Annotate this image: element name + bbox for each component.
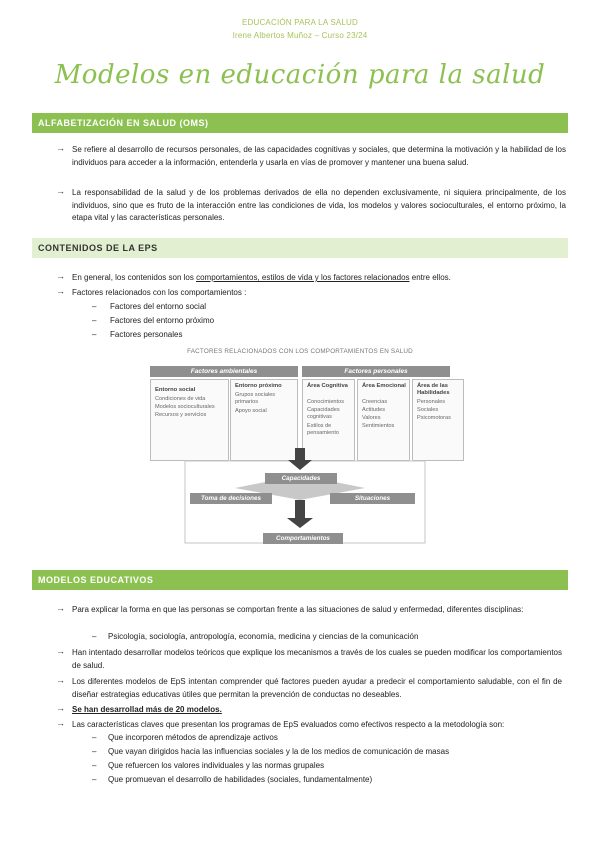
box-item: Conocimientos bbox=[307, 399, 344, 405]
section-heading-modelos: MODELOS EDUCATIVOS bbox=[32, 570, 568, 590]
modelos-b5-subitem: Que refuercen los valores individuales y las normas grupales bbox=[108, 761, 325, 770]
box-title: Entorno próximo bbox=[235, 383, 282, 389]
contenidos-subitem: Factores del entorno próximo bbox=[110, 316, 215, 325]
diagram-title: FACTORES RELACIONADOS CON LOS COMPORTAMIENTOS EN SALUD bbox=[187, 348, 413, 355]
author-header: Irene Albertos Muñoz – Curso 23/24 bbox=[232, 31, 368, 40]
diagram-header-personales: Factores personales bbox=[302, 366, 450, 377]
factors-diagram bbox=[150, 348, 450, 558]
box-item: Modelos socioculturales bbox=[155, 404, 215, 410]
modelos-b5-subitem: Que incorporen métodos de aprendizaje activos bbox=[108, 733, 278, 742]
diagram-flow-graphic bbox=[150, 348, 450, 558]
contenidos-subitem: Factores del entorno social bbox=[110, 302, 207, 311]
dash-bullet-icon: – bbox=[92, 302, 97, 311]
box-title: Entorno social bbox=[155, 387, 196, 393]
arrow-down-icon bbox=[287, 518, 313, 528]
diagram-header-ambientales: Factores ambientales bbox=[150, 366, 298, 377]
toma-decisiones-label: Toma de decisiones bbox=[190, 493, 272, 504]
modelos-bullet-5: Las características claves que presentan los programas de EpS evaluados como efectivos respecto a la metodología son: bbox=[72, 720, 505, 729]
contenidos-bullet-1 bbox=[72, 272, 566, 285]
alfabetizacion-bullet-1: Se refiere al desarrollo de recursos personales, de las capacidades cognitivas y sociales, que determina la motivación y la habilidad de los individuos para acceder a la información, entenderla y usarla en vías de promover y mantener una buena salud. bbox=[72, 145, 566, 167]
modelos-bullet-2: Han intentado desarrollar modelos teóricos que explique los mecanismos a través de los cuales se pueden modificar los comportamientos de salud. bbox=[72, 648, 562, 670]
contenidos-b1-underlined: comportamientos, estilos de vida y los factores relacionados bbox=[196, 273, 410, 282]
arrow-down-icon bbox=[295, 500, 305, 518]
alfabetizacion-bullet-2: La responsabilidad de la salud y de los problemas derivados de ella no dependen exclusivamente, ni siquiera principalmente, de los individuos, sino que es fruto de la interacción entre las condiciones de vida, los modelos y valores socioculturales, el entorno próximo, la etapa vital y las características personales. bbox=[72, 188, 566, 223]
section-heading-alfabetizacion: ALFABETIZACIÓN EN SALUD (OMS) bbox=[32, 113, 568, 133]
box-item: Estilos de pensamiento bbox=[307, 423, 340, 437]
box-item: Personales bbox=[417, 399, 445, 405]
box-item: Grupos sociales primarios bbox=[235, 392, 276, 406]
arrow-bullet-icon: → bbox=[56, 603, 65, 613]
course-header: EDUCACIÓN PARA LA SALUD bbox=[241, 18, 359, 27]
comportamientos-label: Comportamientos bbox=[263, 533, 343, 544]
dash-bullet-icon: – bbox=[92, 761, 97, 770]
box-item: Creencias bbox=[362, 399, 388, 405]
modelos-bullet-3: Los diferentes modelos de EpS intentan comprender qué factores pueden ayudar a predecir el comportamiento saludable, con el fin de diseñar estrategias educativas útiles que permitan la prevención de conductas no deseables. bbox=[72, 677, 562, 699]
modelos-bullet-1: Para explicar la forma en que las personas se comportan frente a las situaciones de salud y enfermedad, diferentes disciplinas: bbox=[72, 605, 524, 614]
contenidos-subitem: Factores personales bbox=[110, 330, 183, 339]
box-item: Psicomotoras bbox=[417, 415, 451, 421]
contenidos-bullet-2: Factores relacionados con los comportamientos : bbox=[72, 288, 247, 297]
arrow-bullet-icon: → bbox=[56, 718, 65, 728]
arrow-down-icon bbox=[295, 448, 305, 460]
dash-bullet-icon: – bbox=[92, 775, 97, 784]
dash-bullet-icon: – bbox=[92, 316, 97, 325]
box-item: Condiciones de vida bbox=[155, 396, 206, 402]
modelos-bullet-4 bbox=[72, 704, 562, 717]
modelos-b4-underlined: Se han desarrollad más de 20 modelos. bbox=[72, 705, 222, 714]
box-item: Actitudes bbox=[362, 407, 386, 413]
box-title: Área Emocional bbox=[362, 383, 406, 389]
modelos-b5-subitem: Que vayan dirigidos hacia las influencias sociales y la de los medios de comunicación de masas bbox=[108, 747, 450, 756]
section-heading-contenidos: CONTENIDOS DE LA EPS bbox=[32, 238, 568, 258]
page-title: Modelos en educación para la salud bbox=[54, 60, 546, 90]
box-item: Valores bbox=[362, 415, 381, 421]
capacidades-label: Capacidades bbox=[265, 473, 337, 484]
arrow-down-icon bbox=[288, 460, 312, 470]
arrow-bullet-icon: → bbox=[56, 646, 65, 656]
box-item: Apoyo social bbox=[235, 408, 267, 414]
dash-bullet-icon: – bbox=[92, 747, 97, 756]
modelos-b5-subitem: Que promuevan el desarrollo de habilidades (sociales, fundamentalmente) bbox=[108, 775, 373, 784]
box-item: Recursos y servicios bbox=[155, 412, 207, 418]
contenidos-b1-post: entre ellos. bbox=[409, 273, 451, 282]
box-item: Capacidades cognitivas bbox=[307, 407, 340, 421]
dash-bullet-icon: – bbox=[92, 632, 97, 641]
box-item: Sociales bbox=[417, 407, 439, 413]
arrow-bullet-icon: → bbox=[56, 675, 65, 685]
modelos-b1-subitem: Psicología, sociología, antropología, economía, medicina y ciencias de la comunicación bbox=[108, 632, 419, 641]
box-item: Sentimientos bbox=[362, 423, 395, 429]
situaciones-label: Situaciones bbox=[330, 493, 415, 504]
arrow-bullet-icon: → bbox=[56, 286, 65, 296]
contenidos-b1-pre: En general, los contenidos son los bbox=[72, 273, 197, 282]
arrow-bullet-icon: → bbox=[56, 271, 65, 281]
dash-bullet-icon: – bbox=[92, 733, 97, 742]
box-title: Área de las Habilidades bbox=[417, 383, 450, 396]
dash-bullet-icon: – bbox=[92, 330, 97, 339]
arrow-bullet-icon: → bbox=[56, 186, 65, 196]
arrow-bullet-icon: → bbox=[56, 703, 65, 713]
arrow-bullet-icon: → bbox=[56, 143, 65, 153]
box-title: Área Cognitiva bbox=[307, 383, 348, 389]
